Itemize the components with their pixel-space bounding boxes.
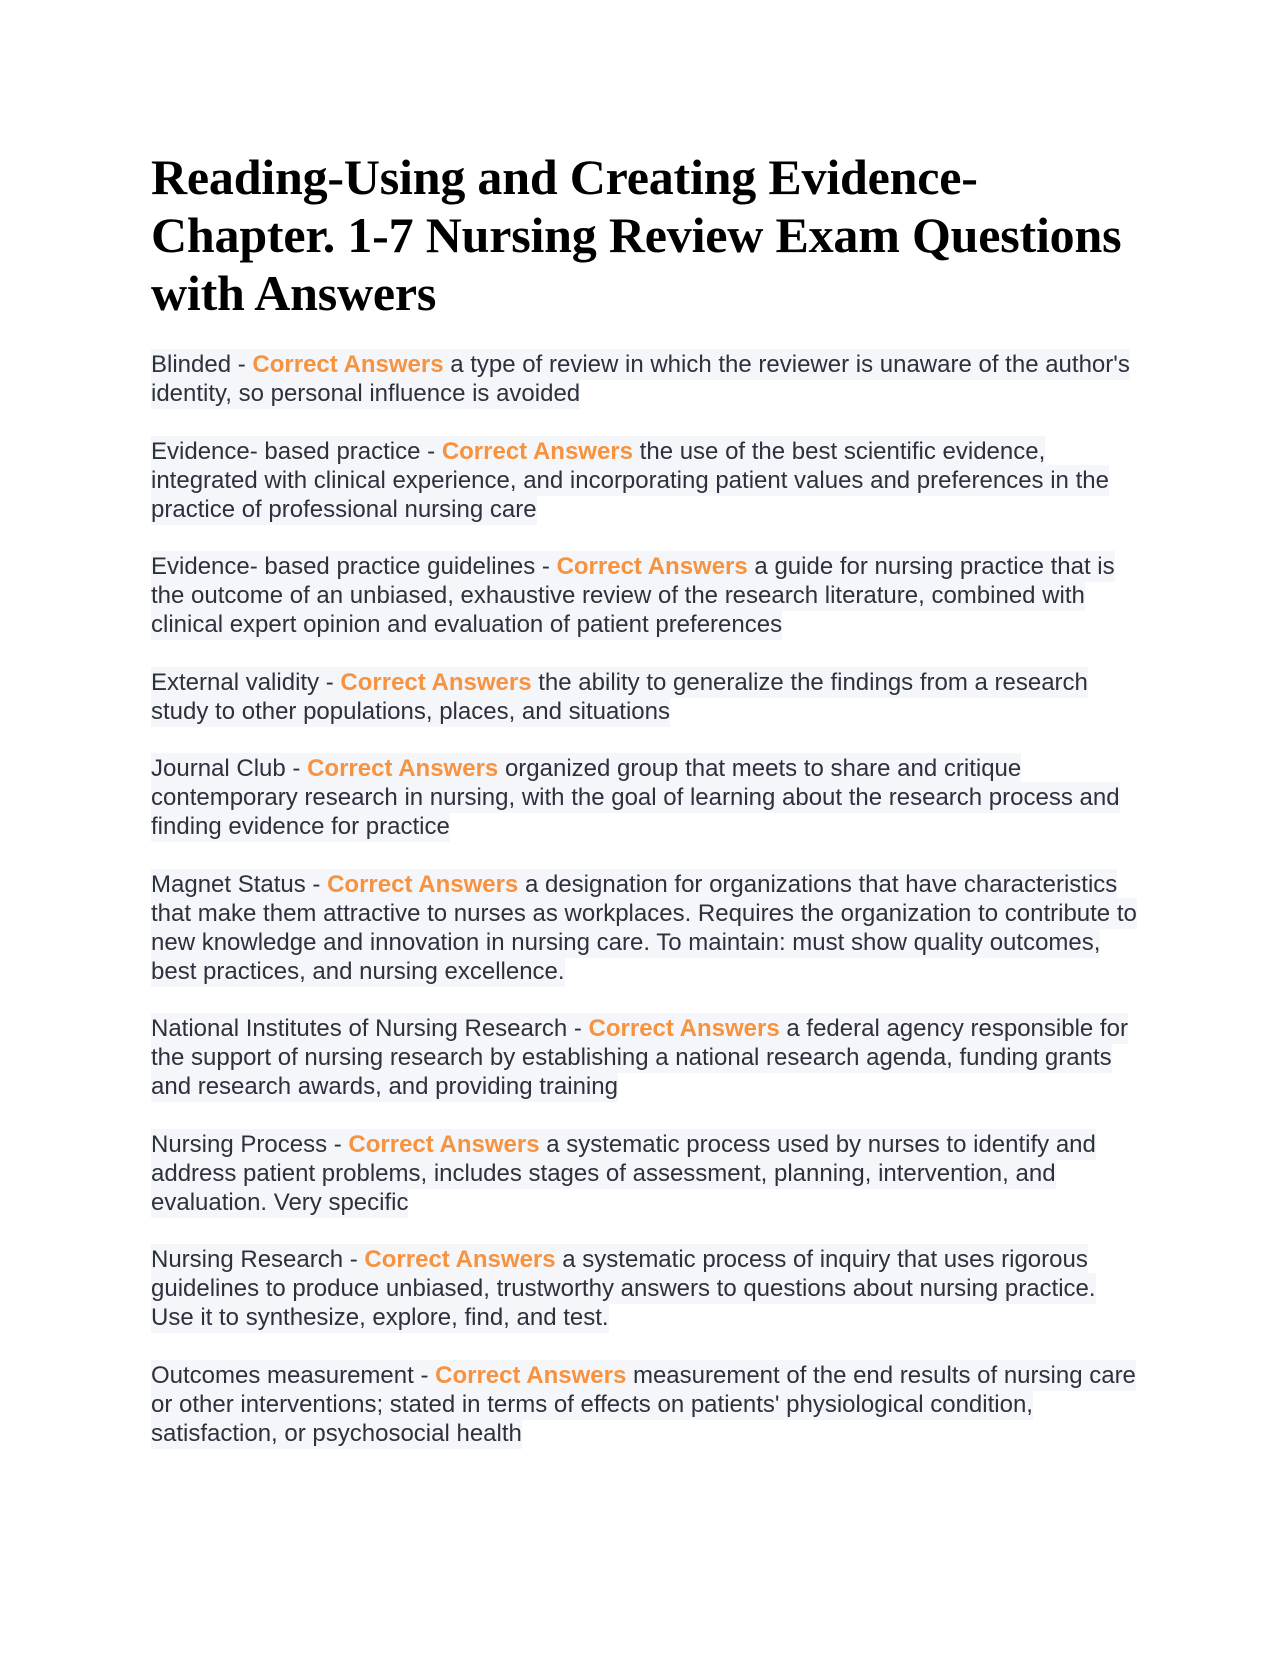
- entry-separator: -: [327, 1130, 349, 1158]
- entry-definition: a type of review in which the reviewer is unaware of the author's identity, so personal influence is avoided: [151, 351, 1130, 407]
- entry-separator: -: [343, 1246, 365, 1273]
- correct-answers-label: Correct Answers: [252, 351, 444, 378]
- entry-term: Nursing Process: [151, 1130, 328, 1158]
- entry-separator: -: [567, 1015, 589, 1042]
- correct-answers-label: Correct Answers: [441, 437, 633, 465]
- correct-answers-label: Correct Answers: [435, 1361, 627, 1389]
- entry-definition: the ability to generalize the findings from a research study to other populations, places, and situations: [151, 668, 1088, 725]
- entry-term: Nursing Research: [151, 1246, 344, 1273]
- entry-national-institutes-of-nursing-research: [151, 1014, 1141, 1101]
- entry-definition: a guide for nursing practice that is the outcome of an unbiased, exhaustive review of the research literature, combined with clinical expert opinion and evaluation of patient preferences: [151, 553, 1115, 638]
- entry-separator: -: [231, 351, 253, 378]
- entry-separator: -: [413, 1361, 436, 1389]
- entry-term: External validity: [151, 668, 320, 696]
- entry-term: National Institutes of Nursing Research: [151, 1015, 568, 1042]
- entry-term: Evidence- based practice: [151, 437, 421, 465]
- entry-definition: a designation for organizations that have characteristics that make them attractive to nurses as workplaces. Requires the organization to contribute to new knowledge and innovation in nursing care. To maintain: must show quality outcomes, best practices, and nursing excellence.: [151, 870, 1137, 985]
- correct-answers-label: Correct Answers: [307, 755, 499, 782]
- entry-term: Blinded: [151, 351, 232, 378]
- entry-definition: a systematic process used by nurses to identify and address patient problems, includes stages of assessment, planning, intervention, and evaluation. Very specific: [151, 1130, 1096, 1216]
- correct-answers-label: Correct Answers: [556, 553, 748, 580]
- entry-separator: -: [285, 755, 308, 782]
- entry-term: Outcomes measurement: [151, 1361, 414, 1389]
- entry-evidence-based-practice-guidelines: [151, 552, 1141, 639]
- entry-definition: organized group that meets to share and critique contemporary research in nursing, with the goal of learning about the research process and finding evidence for practice: [151, 755, 1120, 840]
- correct-answers-label: Correct Answers: [327, 870, 519, 898]
- entry-evidence-based-practice: [151, 437, 1141, 524]
- entry-definition: a systematic process of inquiry that uses rigorous guidelines to produce unbiased, trustworthy answers to questions about nursing practice. Use it to synthesize, explore, find, and test.: [151, 1246, 1096, 1331]
- entry-nursing-research: [151, 1245, 1141, 1332]
- document-title: Reading-Using and Creating Evidence-Chapter. 1-7 Nursing Review Exam Questions with Answers: [151, 149, 1122, 321]
- entry-list: [151, 350, 1141, 1448]
- correct-answers-label: Correct Answers: [340, 668, 532, 696]
- entry-separator: -: [420, 437, 442, 465]
- entry-journal-club: [151, 754, 1141, 841]
- entry-blinded: [151, 350, 1141, 408]
- correct-answers-label: Correct Answers: [348, 1130, 540, 1158]
- correct-answers-label: Correct Answers: [588, 1015, 780, 1042]
- entry-definition: measurement of the end results of nursing care or other interventions; stated in terms of effects on patients' physiological condition, satisfaction, or psychosocial health: [151, 1361, 1136, 1447]
- entry-separator: -: [319, 668, 341, 696]
- correct-answers-label: Correct Answers: [364, 1246, 556, 1273]
- entry-term: Magnet Status: [151, 870, 306, 898]
- entry-definition: the use of the best scientific evidence, integrated with clinical experience, and incorporating patient values and preferences in the practice of professional nursing care: [151, 437, 1109, 523]
- entry-external-validity: [151, 668, 1141, 726]
- entry-separator: -: [305, 870, 328, 898]
- document-page: [151, 148, 1141, 1476]
- entry-outcomes-measurement: [151, 1361, 1141, 1448]
- entry-nursing-process: [151, 1130, 1141, 1217]
- entry-separator: -: [535, 553, 557, 580]
- entry-term: Evidence- based practice guidelines: [151, 553, 536, 580]
- entry-term: Journal Club: [151, 755, 286, 782]
- entry-magnet-status: [151, 870, 1141, 986]
- entry-definition: a federal agency responsible for the support of nursing research by establishing a national research agenda, funding grants and research awards, and providing training: [151, 1015, 1128, 1100]
